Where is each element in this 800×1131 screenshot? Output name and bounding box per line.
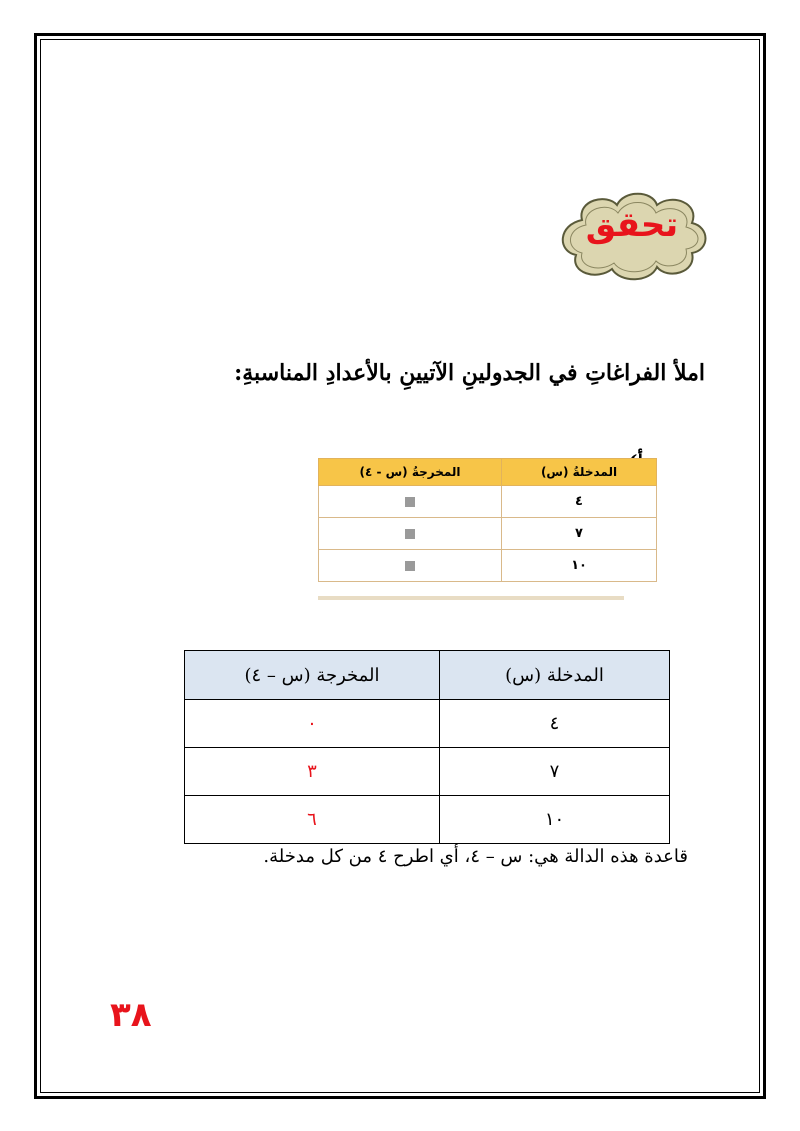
instruction-text: املأ الفراغاتِ في الجدولينِ الآتيينِ بالأعدادِ المناسبةِ:: [234, 360, 705, 386]
rule-text: قاعدة هذه الدالة هي: س – ٤، أي اطرح ٤ من كل مدخلة.: [263, 846, 688, 867]
answer-cell-input: ١٠: [440, 796, 670, 844]
answer-cell-input: ٤: [440, 700, 670, 748]
book-table-shadow: [318, 596, 624, 600]
blank-square-icon: [405, 497, 415, 507]
book-cell-output: [319, 486, 502, 518]
book-cell-output: [319, 550, 502, 582]
table-row: [319, 518, 657, 550]
answer-header-output: المخرجة (س – ٤): [185, 651, 440, 700]
blank-square-icon: [405, 529, 415, 539]
table-row: [185, 748, 670, 796]
answer-cell-output: ٣: [185, 748, 440, 796]
blank-square-icon: [405, 561, 415, 571]
page-number: ٣٨: [110, 995, 152, 1035]
book-cell-output: [319, 518, 502, 550]
book-table-header-row: [319, 459, 657, 486]
book-header-output: المخرجةُ (س - ٤): [319, 459, 502, 486]
answer-header-input: المدخلة (س): [440, 651, 670, 700]
answer-cell-output: ٠: [185, 700, 440, 748]
table-row: [185, 796, 670, 844]
answer-cell-input: ٧: [440, 748, 670, 796]
book-cell-input: ٤: [502, 486, 657, 518]
table-row: [319, 486, 657, 518]
book-table: [318, 458, 657, 582]
book-header-input: المدخلةُ (س): [502, 459, 657, 486]
table-row: [319, 550, 657, 582]
book-cell-input: ١٠: [502, 550, 657, 582]
table-row: [185, 700, 670, 748]
answer-table-header-row: [185, 651, 670, 700]
badge-title: تحقق: [585, 205, 679, 245]
book-cell-input: ٧: [502, 518, 657, 550]
answer-table: [184, 650, 670, 844]
answer-cell-output: ٦: [185, 796, 440, 844]
